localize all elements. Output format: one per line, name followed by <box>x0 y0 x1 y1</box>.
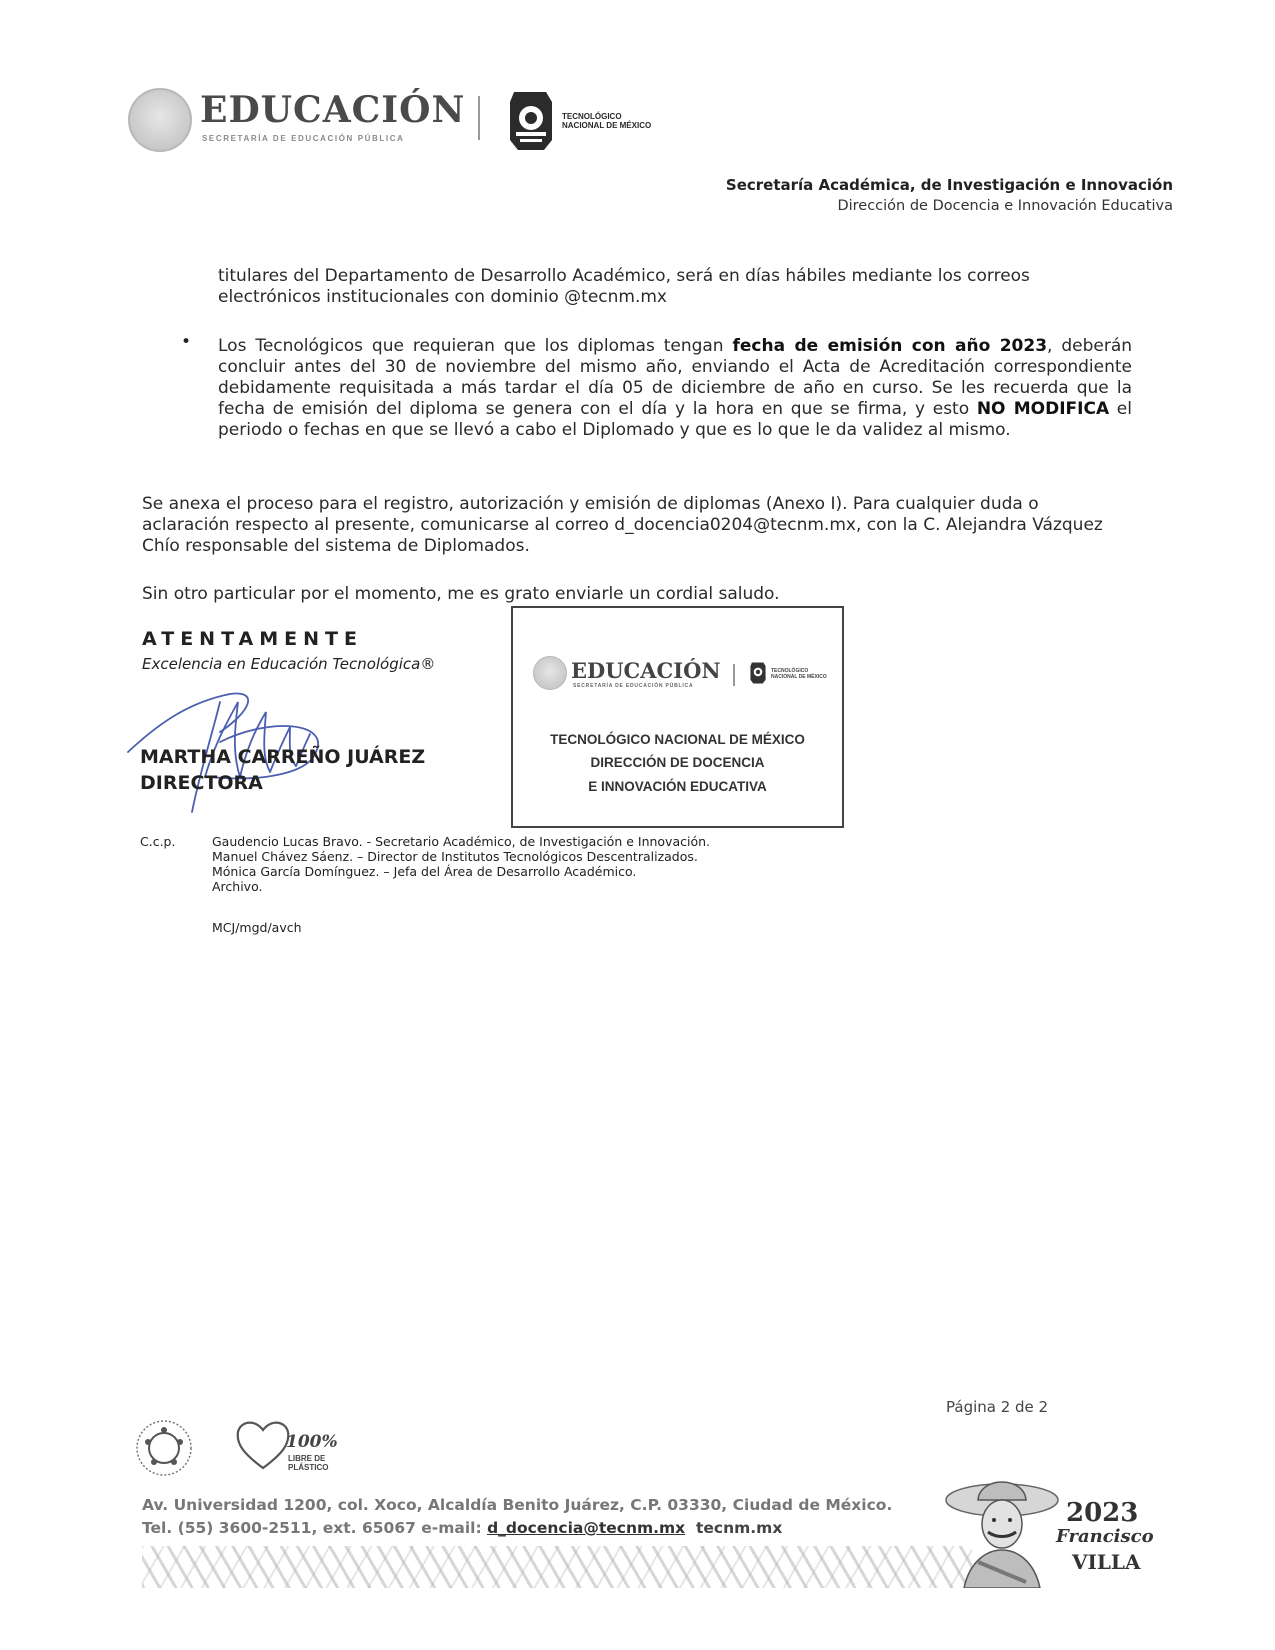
ccp-recipient: Manuel Chávez Sáenz. – Director de Institutos Tecnológicos Descentralizados. <box>212 849 698 864</box>
bullet-text-1: Los Tecnológicos que requieran que los diplomas tengan <box>218 336 733 356</box>
bullet-bold-1: fecha de emisión con año 2023 <box>732 336 1048 356</box>
villa-name-2: VILLA <box>1072 1550 1141 1574</box>
stamp-tecnm-line-2: NACIONAL DE MÉXICO <box>771 674 827 680</box>
bullet-bold-2: NO MODIFICA <box>976 399 1110 419</box>
plastic-free-heart-icon <box>234 1418 292 1472</box>
atentamente-heading: ATENTAMENTE <box>142 628 363 650</box>
mexico-seal-icon <box>128 88 192 152</box>
bullet-paragraph <box>218 336 1132 441</box>
tecnm-line-1: TECNOLÓGICO <box>562 112 622 121</box>
plastic-free-label: LIBRE DE PLÁSTICO <box>288 1454 329 1472</box>
continued-line-2: electrónicos institucionales con dominio @tecnm.mx <box>218 287 667 307</box>
sep-logo-word: EDUCACIÓN <box>200 89 466 131</box>
footer-contact <box>142 1519 782 1537</box>
stamp-line-2: DIRECCIÓN DE DOCENCIA <box>590 755 765 770</box>
institution-seal-icon <box>134 1418 194 1478</box>
stamp-line-1: TECNOLÓGICO NACIONAL DE MÉXICO <box>550 732 805 747</box>
stamp-tecnm-line-1: TECNOLÓGICO <box>771 668 809 674</box>
footer-web-link[interactable]: tecnm.mx <box>695 1519 783 1537</box>
stamp-tecnm-icon <box>749 660 767 686</box>
tecnm-logo-icon <box>506 88 556 154</box>
closing-line: Sin otro particular por el momento, me es grato enviarle un cordial saludo. <box>142 584 780 604</box>
continued-line-1: titulares del Departamento de Desarrollo Académico, será en días hábiles mediante los correos <box>218 266 1030 286</box>
ccp-list <box>212 834 710 894</box>
signer-name: MARTHA CARREÑO JUÁREZ <box>140 746 426 768</box>
bullet-text-3: el periodo o fechas en que se llevó a cabo el Diplomado y que es lo que le da validez al mismo. <box>218 399 1132 440</box>
stamp-seal-icon <box>533 656 567 690</box>
ccp-recipient: Mónica García Domínguez. – Jefa del Área de Desarrollo Académico. <box>212 864 637 879</box>
footer-decorative-pattern <box>142 1546 972 1588</box>
footer-address: Av. Universidad 1200, col. Xoco, Alcaldía Benito Juárez, C.P. 03330, Ciudad de México. <box>142 1496 893 1514</box>
official-stamp <box>511 606 844 828</box>
stamp-logo-word: EDUCACIÓN <box>571 658 721 683</box>
ccp-recipient: Archivo. <box>212 879 263 894</box>
stamp-logo-subtitle: SECRETARÍA DE EDUCACIÓN PÚBLICA <box>573 683 694 689</box>
bullet-text-2: , deberán concluir antes del 30 de noviembre del mismo año, enviando el Acta de Acreditación correspondiente debidamente requisitada a más tardar el día 05 de diciembre de año en curso. Se les recuerda que la fecha de emisión del diploma se genera con el día y la hora en que se firma, y esto <box>218 336 1133 419</box>
tecnm-line-2: NACIONAL DE MÉXICO <box>562 121 652 130</box>
bullet-icon: • <box>181 332 192 352</box>
year-2023: 2023 <box>1066 1498 1139 1528</box>
initials: MCJ/mgd/avch <box>212 920 302 935</box>
page-number: Página 2 de 2 <box>946 1398 1049 1416</box>
francisco-villa-portrait <box>944 1470 1062 1588</box>
ccp-recipient: Gaudencio Lucas Bravo. - Secretario Académico, de Investigación e Innovación. <box>212 834 711 849</box>
footer-email-link[interactable]: d_docencia@tecnm.mx <box>487 1519 686 1537</box>
annex-paragraph: Se anexa el proceso para el registro, autorización y emisión de diplomas (Anexo I). Para cualquier duda o aclaración respecto al presente, comunicarse al correo d_docencia0204@tecnm.mx, con la C. Alejandra Vázquez Chío responsable del sistema de Diplomados. <box>142 494 1103 556</box>
ccp-label: C.c.p. <box>140 834 176 849</box>
stamp-divider <box>733 664 735 686</box>
sep-logo-subtitle: SECRETARÍA DE EDUCACIÓN PÚBLICA <box>202 134 405 143</box>
continued-paragraph <box>218 266 1128 308</box>
signer-title: DIRECTORA <box>140 772 263 794</box>
tecnm-logo-text <box>562 112 651 130</box>
office-line-1: Secretaría Académica, de Investigación e Innovación <box>725 176 1173 194</box>
office-heading <box>726 174 1173 216</box>
motto-text: Excelencia en Educación Tecnológica® <box>142 655 436 673</box>
villa-name-1: Francisco <box>1056 1526 1154 1547</box>
stamp-tecnm-text <box>771 668 827 680</box>
office-line-2: Dirección de Docencia e Innovación Educativa <box>837 198 1173 214</box>
logo-divider <box>478 96 480 140</box>
footer-tel: Tel. (55) 3600-2511, ext. 65067 e-mail: <box>142 1519 488 1537</box>
plastic-free-percent: 100% <box>286 1432 338 1452</box>
stamp-line-3: E INNOVACIÓN EDUCATIVA <box>588 779 767 794</box>
